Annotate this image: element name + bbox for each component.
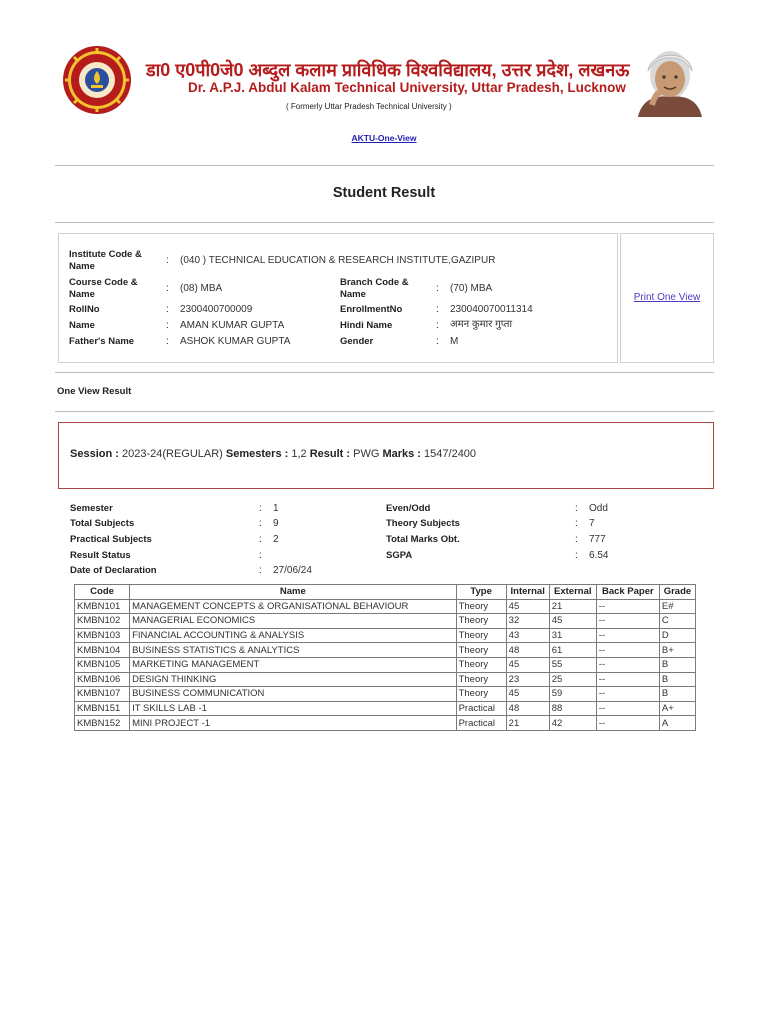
university-logo-icon <box>62 45 132 115</box>
session-value: 2023-24(REGULAR) <box>121 448 223 460</box>
even-odd-value: Odd <box>589 503 608 514</box>
subject-code: KMBN103 <box>75 628 130 643</box>
session-summary-line <box>70 448 476 460</box>
practical-subjects-value: 2 <box>273 534 279 545</box>
result-label: Result : <box>309 448 351 460</box>
back-paper: -- <box>596 643 659 658</box>
semester-value: 1 <box>273 503 279 514</box>
university-former-name: ( Formerly Uttar Pradesh Technical University ) <box>286 102 452 111</box>
divider <box>55 222 714 223</box>
colon: : <box>259 534 262 545</box>
back-paper: -- <box>596 628 659 643</box>
internal-marks: 21 <box>506 716 549 731</box>
branch-value: (70) MBA <box>450 283 493 294</box>
result-value: PWG <box>353 448 380 460</box>
print-panel <box>620 233 714 363</box>
colon: : <box>166 255 169 266</box>
subject-code: KMBN106 <box>75 672 130 687</box>
subject-name: DESIGN THINKING <box>130 672 457 687</box>
table-row <box>75 687 696 702</box>
grade: B <box>659 672 695 687</box>
university-title-hindi: डा0 ए0पी0जे0 अब्दुल कलाम प्राविधिक विश्वविद्यालय, उत्तर प्रदेश, लखनऊ <box>146 60 630 80</box>
rollno-value: 2300400700009 <box>180 304 253 315</box>
column-header-back-paper: Back Paper <box>596 585 659 600</box>
subject-type: Theory <box>456 687 506 702</box>
column-header-grade: Grade <box>659 585 695 600</box>
colon: : <box>166 336 169 347</box>
colon: : <box>259 518 262 529</box>
external-marks: 88 <box>549 701 596 716</box>
institute-value: (040 ) TECHNICAL EDUCATION & RESEARCH INSTITUTE,GAZIPUR <box>180 255 496 266</box>
external-marks: 31 <box>549 628 596 643</box>
external-marks: 21 <box>549 599 596 614</box>
student-name-value: AMAN KUMAR GUPTA <box>180 320 285 331</box>
subject-type: Theory <box>456 672 506 687</box>
colon: : <box>166 304 169 315</box>
subject-code: KMBN102 <box>75 614 130 629</box>
institute-label: Institute Code & Name <box>69 249 142 272</box>
hindi-name-value: अमन कुमार गुप्ता <box>450 319 513 330</box>
result-status-label: Result Status <box>70 550 131 561</box>
colon: : <box>436 336 439 347</box>
divider <box>55 411 714 412</box>
gender-value: M <box>450 336 459 347</box>
subject-code: KMBN101 <box>75 599 130 614</box>
hindi-name-label: Hindi Name <box>340 320 393 331</box>
subject-code: KMBN104 <box>75 643 130 658</box>
semesters-label: Semesters : <box>225 448 289 460</box>
back-paper: -- <box>596 687 659 702</box>
apj-kalam-portrait-icon <box>630 45 708 117</box>
sgpa-label: SGPA <box>386 550 413 561</box>
semesters-value: 1,2 <box>291 448 307 460</box>
theory-subjects-label: Theory Subjects <box>386 518 460 529</box>
colon: : <box>166 320 169 331</box>
external-marks: 55 <box>549 657 596 672</box>
colon: : <box>575 534 578 545</box>
page-title: Student Result <box>332 185 436 201</box>
total-subjects-value: 9 <box>273 518 279 529</box>
enrollment-value: 230040070011314 <box>450 304 533 315</box>
student-info-panel <box>58 233 618 363</box>
external-marks: 42 <box>549 716 596 731</box>
marks-label: Marks : <box>382 448 421 460</box>
internal-marks: 45 <box>506 657 549 672</box>
colon: : <box>259 503 262 514</box>
aktu-one-view-link[interactable]: AKTU-One-View <box>351 133 417 143</box>
grade: B <box>659 687 695 702</box>
table-row <box>75 628 696 643</box>
semester-label: Semester <box>70 503 113 514</box>
enrollment-label: EnrollmentNo <box>340 304 403 315</box>
subject-type: Practical <box>456 716 506 731</box>
subject-type: Theory <box>456 657 506 672</box>
subject-type: Theory <box>456 614 506 629</box>
colon: : <box>436 320 439 331</box>
internal-marks: 48 <box>506 643 549 658</box>
table-row <box>75 657 696 672</box>
declaration-date-value: 27/06/24 <box>273 565 312 576</box>
internal-marks: 32 <box>506 614 549 629</box>
table-row <box>75 672 696 687</box>
colon: : <box>575 503 578 514</box>
internal-marks: 45 <box>506 599 549 614</box>
declaration-date-label: Date of Declaration <box>70 565 157 576</box>
practical-subjects-label: Practical Subjects <box>70 534 152 545</box>
subject-code: KMBN151 <box>75 701 130 716</box>
session-summary-box <box>58 422 714 489</box>
university-title-english: Dr. A.P.J. Abdul Kalam Technical University, Uttar Pradesh, Lucknow <box>188 80 626 95</box>
subject-name: MARKETING MANAGEMENT <box>130 657 457 672</box>
subject-name: MINI PROJECT -1 <box>130 716 457 731</box>
back-paper: -- <box>596 599 659 614</box>
branch-label: Branch Code & Name <box>340 277 409 300</box>
name-label: Name <box>69 320 95 331</box>
session-label: Session : <box>70 448 119 460</box>
column-header-type: Type <box>456 585 506 600</box>
back-paper: -- <box>596 701 659 716</box>
course-value: (08) MBA <box>180 283 223 294</box>
grade: E# <box>659 599 695 614</box>
marks-table <box>74 584 696 731</box>
subject-type: Practical <box>456 701 506 716</box>
external-marks: 45 <box>549 614 596 629</box>
top-nav-link-container <box>0 133 768 143</box>
external-marks: 59 <box>549 687 596 702</box>
colon: : <box>166 283 169 294</box>
subject-name: BUSINESS COMMUNICATION <box>130 687 457 702</box>
course-label: Course Code & Name <box>69 277 138 300</box>
internal-marks: 43 <box>506 628 549 643</box>
divider <box>55 372 714 373</box>
subject-code: KMBN152 <box>75 716 130 731</box>
gender-label: Gender <box>340 336 374 347</box>
back-paper: -- <box>596 716 659 731</box>
print-one-view-link[interactable]: Print One View <box>633 292 701 303</box>
column-header-code: Code <box>75 585 130 600</box>
colon: : <box>575 550 578 561</box>
father-name-value: ASHOK KUMAR GUPTA <box>180 336 291 347</box>
table-row <box>75 614 696 629</box>
colon: : <box>575 518 578 529</box>
total-marks-label: Total Marks Obt. <box>386 534 460 545</box>
father-name-label: Father's Name <box>69 336 135 347</box>
external-marks: 61 <box>549 643 596 658</box>
divider <box>55 165 714 166</box>
table-row <box>75 716 696 731</box>
subject-code: KMBN107 <box>75 687 130 702</box>
internal-marks: 45 <box>506 687 549 702</box>
internal-marks: 48 <box>506 701 549 716</box>
column-header-external: External <box>549 585 596 600</box>
subject-type: Theory <box>456 628 506 643</box>
total-marks-value: 777 <box>589 534 606 545</box>
rollno-label: RollNo <box>69 304 100 315</box>
back-paper: -- <box>596 657 659 672</box>
table-row <box>75 599 696 614</box>
grade: B <box>659 657 695 672</box>
internal-marks: 23 <box>506 672 549 687</box>
sgpa-value: 6.54 <box>589 550 609 561</box>
external-marks: 25 <box>549 672 596 687</box>
grade: D <box>659 628 695 643</box>
page-header <box>0 0 768 120</box>
marks-value: 1547/2400 <box>424 448 477 460</box>
colon: : <box>259 565 262 576</box>
colon: : <box>259 550 262 561</box>
subject-type: Theory <box>456 599 506 614</box>
total-subjects-label: Total Subjects <box>70 518 135 529</box>
back-paper: -- <box>596 614 659 629</box>
subject-code: KMBN105 <box>75 657 130 672</box>
colon: : <box>436 283 439 294</box>
table-row <box>75 701 696 716</box>
theory-subjects-value: 7 <box>589 518 595 529</box>
grade: A+ <box>659 701 695 716</box>
even-odd-label: Even/Odd <box>386 503 431 514</box>
column-header-internal: Internal <box>506 585 549 600</box>
subject-name: IT SKILLS LAB -1 <box>130 701 457 716</box>
table-header-row <box>75 585 696 600</box>
grade: B+ <box>659 643 695 658</box>
grade: C <box>659 614 695 629</box>
section-title: One View Result <box>57 386 132 397</box>
subject-name: FINANCIAL ACCOUNTING & ANALYSIS <box>130 628 457 643</box>
subject-name: BUSINESS STATISTICS & ANALYTICS <box>130 643 457 658</box>
subject-name: MANAGERIAL ECONOMICS <box>130 614 457 629</box>
column-header-name: Name <box>130 585 457 600</box>
colon: : <box>436 304 439 315</box>
subject-type: Theory <box>456 643 506 658</box>
subject-name: MANAGEMENT CONCEPTS & ORGANISATIONAL BEHAVIOUR <box>130 599 457 614</box>
table-row <box>75 643 696 658</box>
back-paper: -- <box>596 672 659 687</box>
grade: A <box>659 716 695 731</box>
